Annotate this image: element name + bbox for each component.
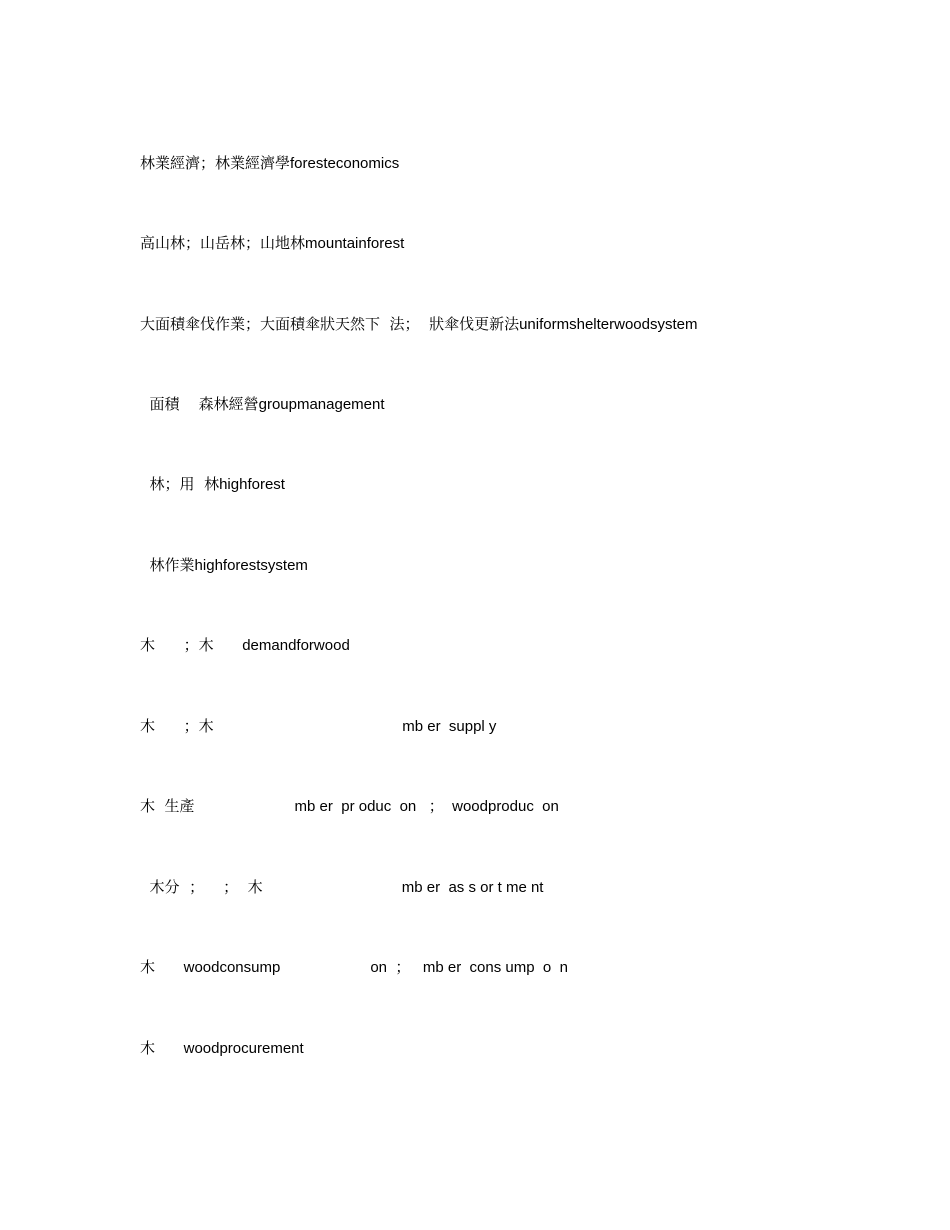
glossary-entry — [140, 876, 543, 898]
entry-chinese: 木 — [140, 1039, 184, 1057]
entry-english: mb er suppl y — [402, 718, 497, 735]
glossary-entry — [140, 956, 568, 978]
entry-chinese: 木 生產 — [140, 797, 195, 815]
glossary-entry — [140, 393, 385, 415]
entry-english: mountainforest — [305, 235, 405, 252]
glossary-entry — [140, 715, 496, 737]
entry-chinese: 林作業 — [140, 556, 195, 574]
glossary-entry — [140, 473, 285, 495]
entry-english: mb er as s or t me nt — [401, 879, 544, 896]
entry-chinese: 木 ；木 — [140, 636, 243, 654]
entry-chinese: 高山林；山岳林；山地林 — [140, 234, 306, 252]
glossary-entry — [140, 795, 559, 817]
glossary-entry — [140, 232, 404, 254]
entry-english: woodprocurement — [183, 1040, 304, 1057]
entry-chinese: 林；用 林 — [140, 475, 220, 493]
entry-chinese: 木分 ； ； 木 — [140, 878, 282, 896]
entry-chinese: 林業經濟；林業經濟學 — [140, 154, 291, 172]
entry-english: groupmanagement — [258, 396, 385, 413]
glossary-entry — [140, 313, 697, 335]
glossary-entry — [140, 152, 399, 174]
entry-english: woodconsump — [183, 959, 281, 976]
glossary-entry — [140, 1037, 304, 1059]
entry-chinese: 面積 森林經營 — [140, 395, 259, 413]
entry-english: mb er pr oduc on ； woodproduc on — [294, 798, 559, 815]
entry-english-continued: on ； mb er cons ump o n — [370, 959, 568, 976]
entry-english: highforestsystem — [194, 557, 308, 574]
entry-english: highforest — [219, 476, 285, 493]
glossary-entry — [140, 634, 350, 656]
entry-chinese: 木 ；木 — [140, 717, 243, 735]
glossary-entry — [140, 554, 308, 576]
entry-chinese: 木 — [140, 958, 184, 976]
entry-english: foresteconomics — [290, 155, 400, 172]
entry-english: uniformshelterwoodsystem — [519, 316, 698, 333]
entry-chinese: 大面積傘伐作業；大面積傘狀天然下 法； 狀傘伐更新法 — [140, 315, 520, 333]
entry-english: demandforwood — [242, 637, 350, 654]
